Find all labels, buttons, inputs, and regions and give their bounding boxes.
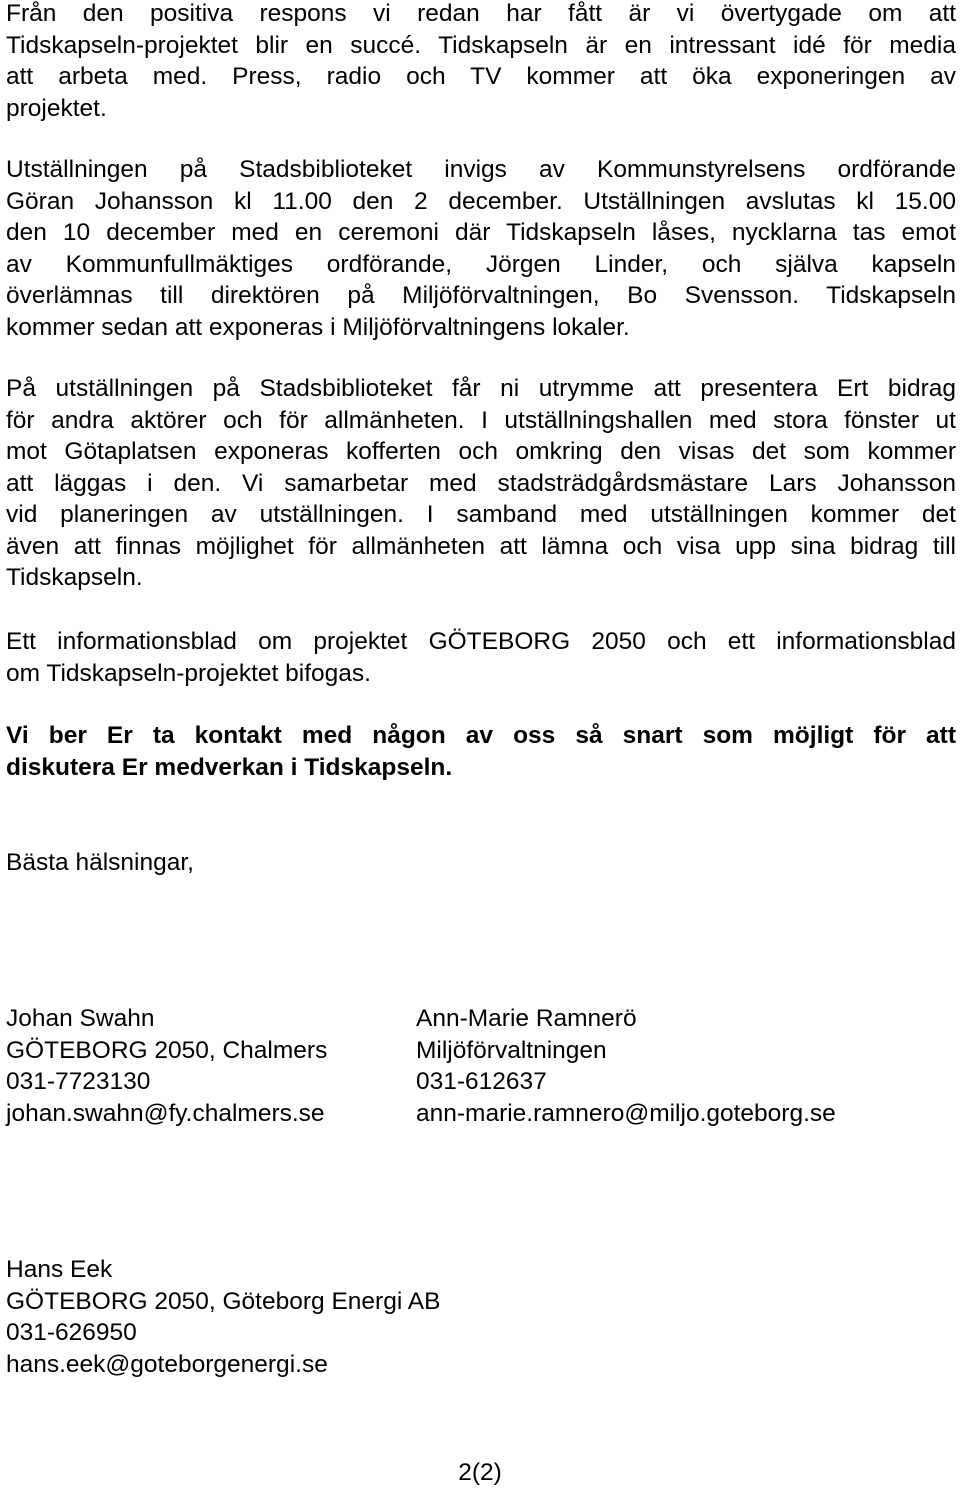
text-line: överlämnas till direktören på Miljöförvaltningen, Bo Svensson. Tidskapseln <box>6 282 956 309</box>
paragraph-media-response <box>6 0 956 124</box>
text-line: Vi ber Er ta kontakt med någon av oss så snart som möjligt för att <box>6 722 956 749</box>
signatory-phone: 031-626950 <box>6 1319 137 1346</box>
signatory-organization: Miljöförvaltningen <box>416 1036 607 1064</box>
signatory-email: hans.eek@goteborgenergi.se <box>6 1350 328 1378</box>
signatory-block <box>6 1254 440 1380</box>
closing-greeting: Bästa hälsningar, <box>6 849 194 876</box>
text-line: Göran Johansson kl 11.00 den 2 december. Utställningen avslutas kl 15.00 <box>6 187 956 215</box>
text-line: diskutera Er medverkan i Tidskapseln. <box>6 753 453 781</box>
text-line: av Kommunfullmäktiges ordförande, Jörgen Linder, och själva kapseln <box>6 250 956 278</box>
paragraph-exhibition-space <box>6 373 956 594</box>
text-line: Tidskapseln. <box>6 564 143 591</box>
text-line: den 10 december med en ceremoni där Tidskapseln låses, nycklarna tas emot <box>6 219 956 246</box>
text-line: för andra aktörer och för allmänheten. I utställningshallen med stora fönster ut <box>6 406 956 434</box>
text-line: att läggas i den. Vi samarbetar med stadsträdgårdsmästare Lars Johansson <box>6 469 956 497</box>
signatory-phone: 031-7723130 <box>6 1068 151 1095</box>
page-number: 2(2) <box>458 1459 502 1486</box>
signatory-organization: GÖTEBORG 2050, Göteborg Energi AB <box>6 1287 441 1315</box>
text-line: Från den positiva respons vi redan har fått är vi övertygade om att <box>6 0 956 27</box>
signatory-block <box>416 1003 836 1129</box>
paragraph-exhibition-schedule <box>6 154 956 343</box>
signatory-email: johan.swahn@fy.chalmers.se <box>6 1099 325 1127</box>
signatory-email: ann-marie.ramnero@miljo.goteborg.se <box>416 1099 836 1127</box>
paragraph-contact-request <box>6 720 956 783</box>
signatory-organization: GÖTEBORG 2050, Chalmers <box>6 1036 328 1064</box>
paragraph-attachments <box>6 626 956 689</box>
text-line: Ett informationsblad om projektet GÖTEBORG 2050 och ett informationsblad <box>6 628 956 655</box>
signatory-name: Johan Swahn <box>6 1005 155 1032</box>
signatory-block <box>6 1003 327 1129</box>
signatory-name: Hans Eek <box>6 1256 113 1283</box>
text-line: Tidskapseln-projektet blir en succé. Tidskapseln är en intressant idé för media <box>6 31 956 59</box>
text-line: kommer sedan att exponeras i Miljöförvaltningens lokaler. <box>6 313 630 341</box>
text-line: mot Götaplatsen exponeras kofferten och omkring den visas det som kommer <box>6 438 956 465</box>
text-line: att arbeta med. Press, radio och TV kommer att öka exponeringen av <box>6 63 956 90</box>
text-line: om Tidskapseln-projektet bifogas. <box>6 659 371 687</box>
text-line: På utställningen på Stadsbiblioteket får ni utrymme att presentera Ert bidrag <box>6 375 956 402</box>
text-line: även att finnas möjlighet för allmänheten att lämna och visa upp sina bidrag till <box>6 532 956 560</box>
signatory-phone: 031-612637 <box>416 1068 547 1095</box>
text-line: projektet. <box>6 94 107 122</box>
signatory-name: Ann-Marie Ramnerö <box>416 1005 637 1032</box>
text-line: Utställningen på Stadsbiblioteket invigs av Kommunstyrelsens ordförande <box>6 156 956 183</box>
text-line: vid planeringen av utställningen. I samband med utställningen kommer det <box>6 501 956 528</box>
